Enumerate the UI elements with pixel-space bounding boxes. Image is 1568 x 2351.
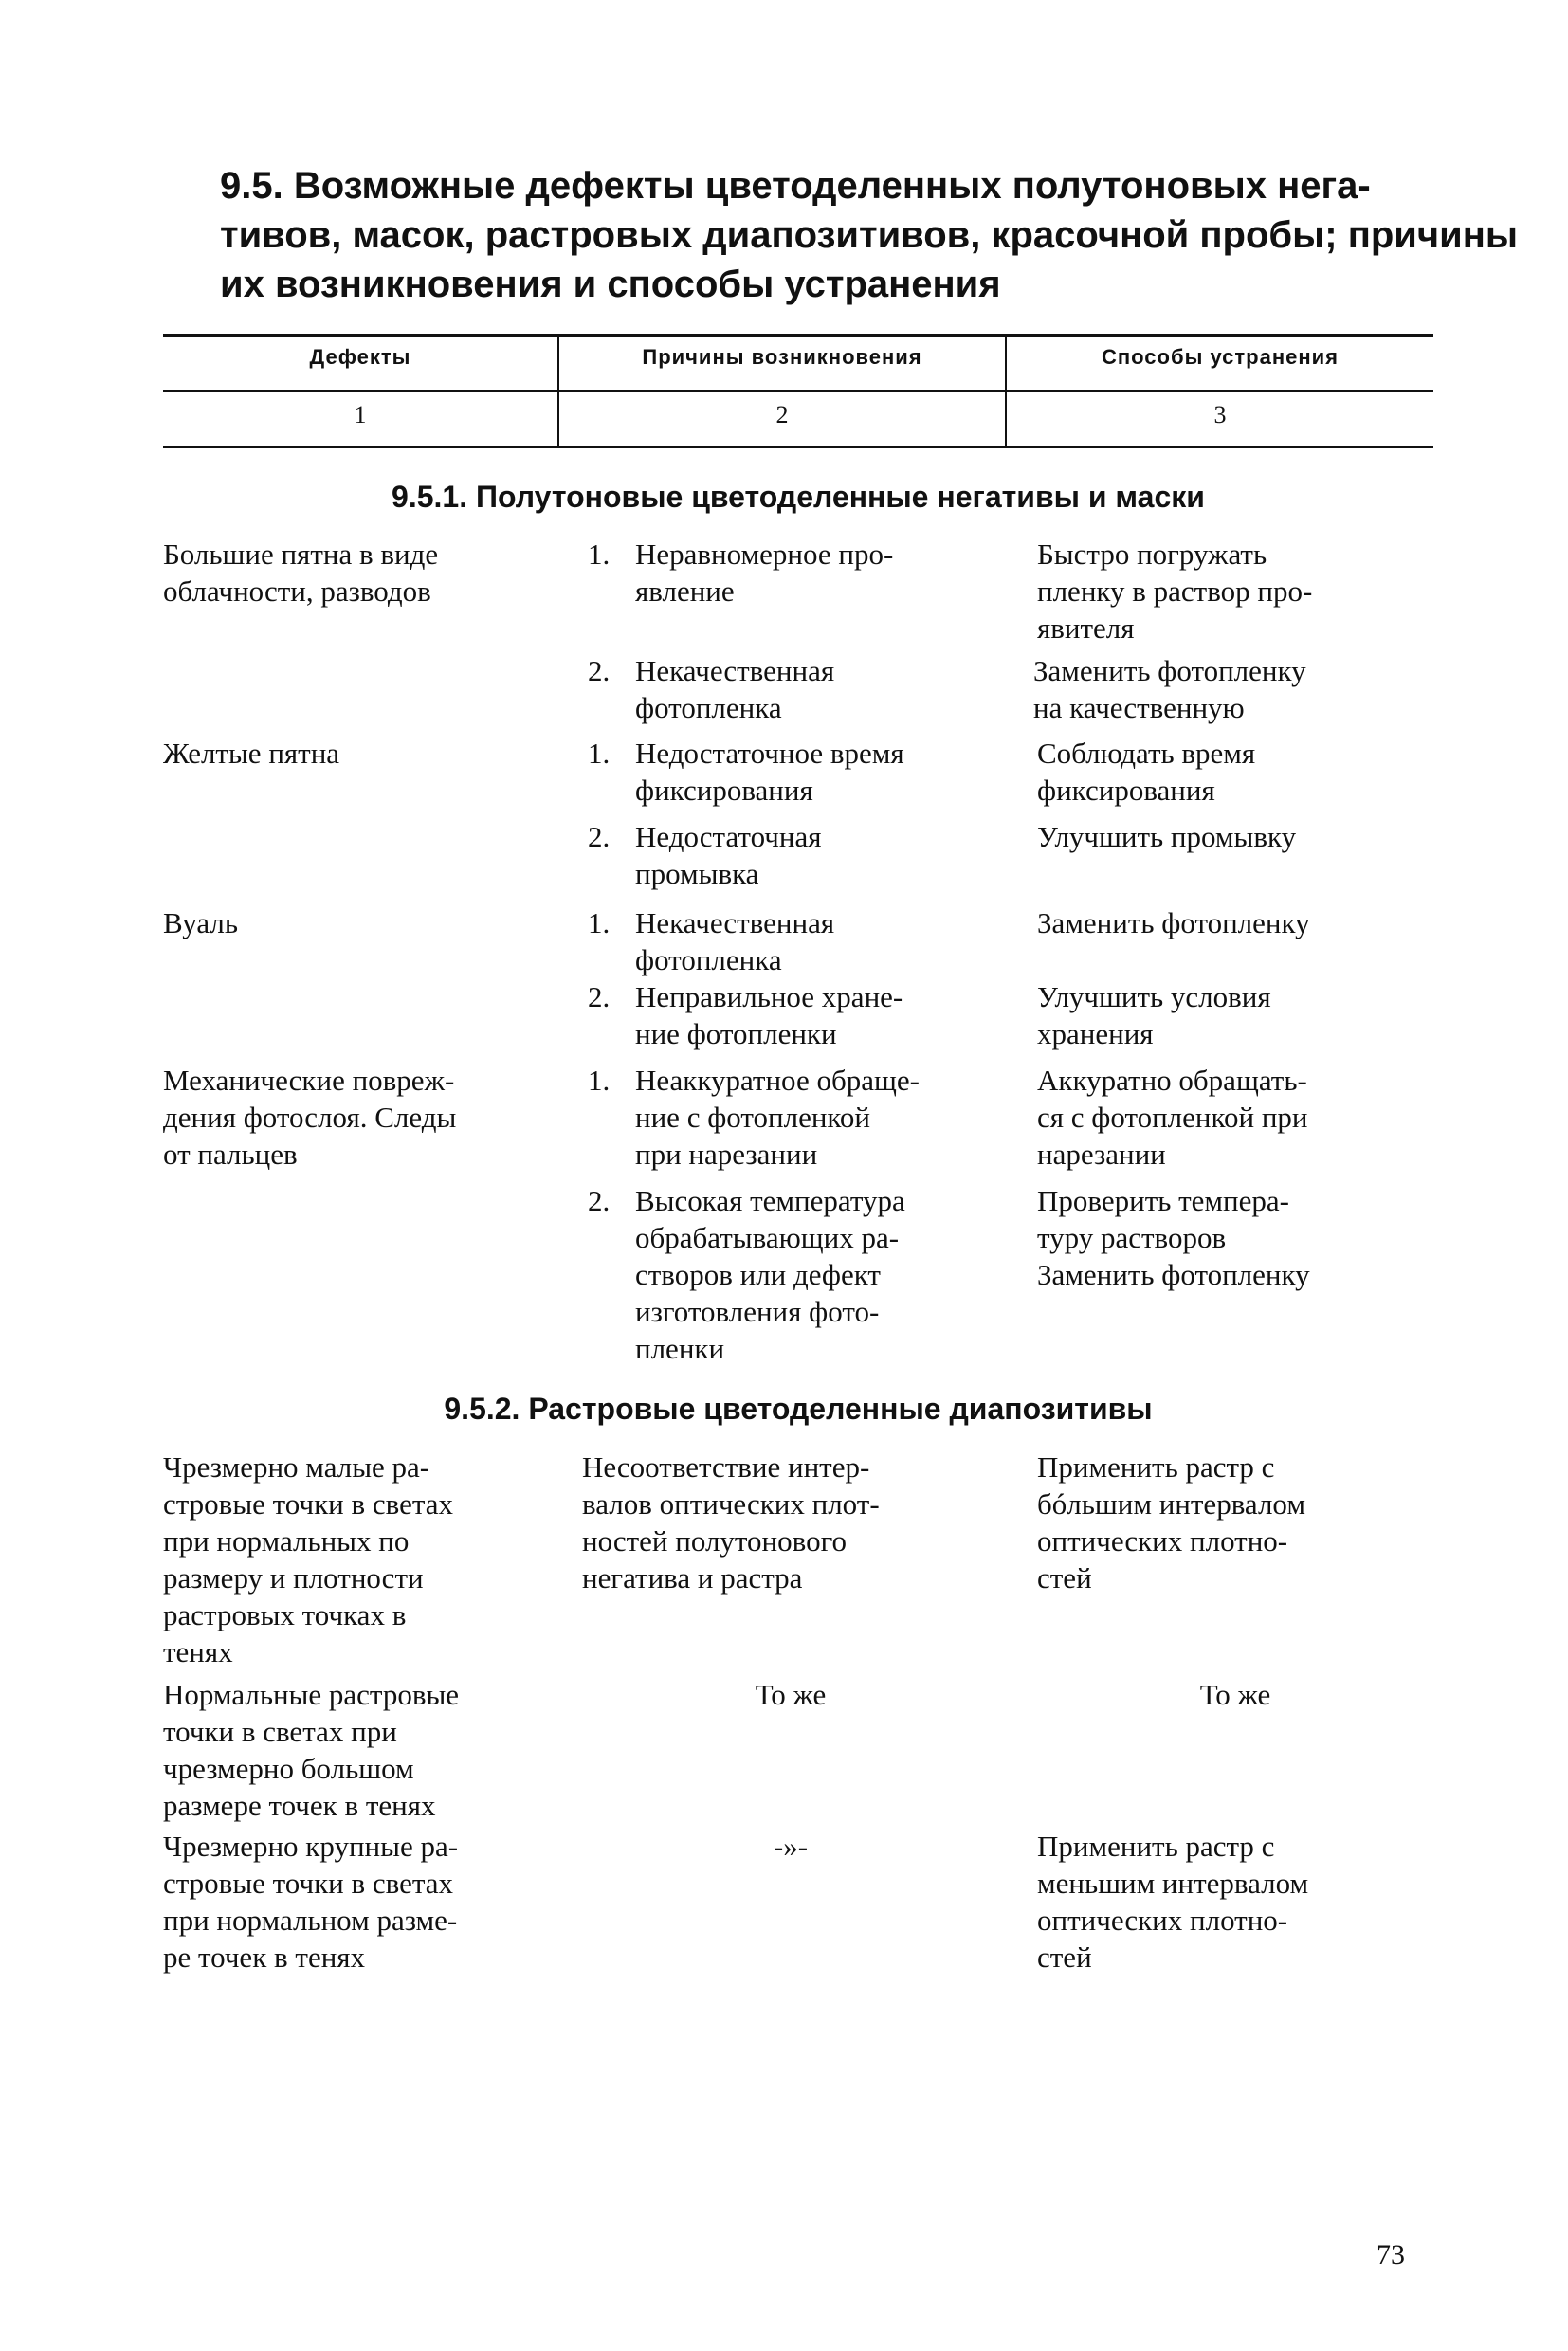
cause-cell: Неаккуратное обраще- ние с фотопленкой при нарезании [635,1064,920,1171]
cause-cell: -»- [773,1830,809,1863]
header-causes: Причины возникновения [642,345,922,369]
cause-number: 2. [588,1184,611,1217]
defect-cell: Чрезмерно крупные ра- стровые точки в светах при нормальном разме- ре точек в тенях [163,1830,459,1974]
remedy-cell: Улучшить промывку [1037,820,1297,853]
header-number-3: 3 [1213,401,1227,428]
cause-number: 1. [588,1064,611,1097]
cause-number: 2. [588,654,611,687]
cause-cell: Несоответствие интер- валов оптических плот- ностей полутонового негатива и растра [582,1450,880,1595]
remedy-cell: То же [1199,1678,1271,1711]
cause-cell: Некачественная фотопленка [635,654,835,724]
header-number-1: 1 [354,401,367,428]
remedy-cell: Проверить темпера- туру растворов Заменить фотопленку [1037,1184,1310,1291]
remedy-cell: Применить растр с меньшим интервалом оптических плотно- стей [1037,1830,1309,1974]
defect-cell: Желтые пятна [163,737,340,770]
cause-number: 1. [588,737,611,770]
header-number-2: 2 [775,401,789,428]
remedy-cell: Соблюдать время фиксирования [1037,737,1256,807]
defect-cell: Чрезмерно малые ра- стровые точки в светах при нормальных по размеру и плотности растровых точках в тенях [163,1450,454,1668]
remedy-cell: Заменить фотопленку [1037,906,1310,939]
remedy-cell: Улучшить условия хранения [1037,980,1271,1050]
header-remedies: Способы устранения [1101,345,1340,369]
defect-cell: Нормальные растровые точки в светах при чрезмерно большом размере точек в тенях [163,1678,460,1822]
remedy-cell: Применить растр с бóльшим интервалом оптических плотно- стей [1037,1450,1305,1595]
cause-cell: Недостаточное время фиксирования [635,737,904,807]
defect-cell: Большие пятна в виде облачности, разводов [163,538,439,608]
section-title-diapositives: 9.5.2. Растровые цветоделенные диапозитивы [444,1392,1153,1426]
cause-number: 2. [588,820,611,853]
remedy-cell: Аккуратно обращать- ся с фотопленкой при нарезании [1037,1064,1308,1171]
cause-cell: То же [755,1678,827,1711]
defect-cell: Вуаль [163,906,238,939]
cause-cell: Некачественная фотопленка [635,906,835,976]
cause-number: 1. [588,906,611,939]
remedy-cell: Заменить фотопленку на качественную [1033,654,1306,724]
page-title: 9.5. Возможные дефекты цветоделенных полутоновых нега- тивов, масок, растровых диапозитивов, красочной пробы; причины их возникновения и способы устранения [220,165,1519,305]
section-title-negatives: 9.5.1. Полутоновые цветоделенные негативы и маски [392,480,1205,514]
cause-cell: Недостаточная промывка [635,820,822,890]
page-number: 73 [1377,2239,1405,2270]
cause-cell: Неравномерное про- явление [635,538,894,608]
cause-number: 1. [588,538,611,571]
remedy-cell: Быстро погружать пленку в раствор про- явителя [1037,538,1313,645]
cause-cell: Высокая температура обрабатывающих ра- створов или дефект изготовления фото- пленки [635,1184,905,1365]
header-defects: Дефекты [309,345,411,369]
defect-cell: Механические повреж- дения фотослоя. Следы от пальцев [163,1064,457,1171]
table-bottom-rule [163,446,1433,448]
cause-cell: Неправильное хране- ние фотопленки [635,980,903,1050]
cause-number: 2. [588,980,611,1013]
table-header-rule [163,390,1433,392]
table-top-rule [163,334,1433,337]
